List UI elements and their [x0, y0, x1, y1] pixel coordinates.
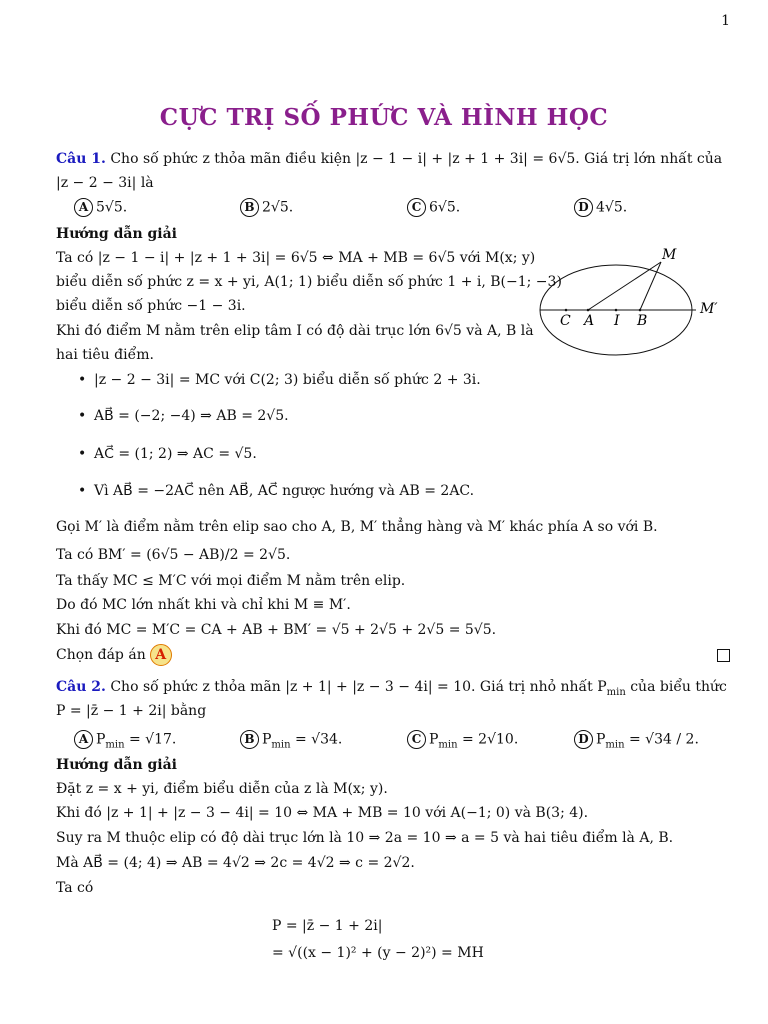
q1-after-line: Do đó MC lớn nhất khi và chỉ khi M ≡ M′. — [56, 597, 351, 613]
q2-line2: P = |z̄ − 1 + 2i| bằng — [56, 703, 207, 719]
choose-label: Chọn đáp án — [56, 647, 146, 663]
option-letter: A — [74, 730, 93, 749]
q1-label: Câu 1. — [56, 151, 106, 167]
ellipse-figure — [536, 243, 736, 363]
q1-after-line: Ta có BM′ = (6√5 − AB)/2 = 2√5. — [56, 547, 291, 563]
point-b — [639, 309, 642, 312]
q1-option-c[interactable] — [407, 198, 460, 217]
q2-option-c[interactable] — [407, 730, 518, 750]
q2-math-line: P = |z̄ − 1 + 2i| — [272, 918, 383, 934]
label-m-prime: M′ — [700, 301, 718, 317]
q2-sol-line: Khi đó |z + 1| + |z − 3 − 4i| = 10 ⇔ MA + MB = 10 với A(−1; 0) và B(3; 4). — [56, 805, 589, 821]
option-text: 2√5. — [262, 199, 294, 216]
q1-option-b[interactable] — [240, 198, 293, 217]
answer-badge: A — [150, 644, 172, 666]
option-text: P — [96, 731, 106, 748]
option-text: P — [262, 731, 272, 748]
page-number: 1 — [721, 13, 730, 29]
q1-line1 — [56, 149, 722, 169]
q1-option-a[interactable] — [74, 198, 127, 217]
page-title: CỰC TRỊ SỐ PHỨC VÀ HÌNH HỌC — [159, 104, 609, 131]
q1-text-1: Cho số phức z thỏa mãn điều kiện |z − 1 − i| + |z + 1 + 3i| = 6√5. Giá trị lớn nhất của — [110, 151, 723, 167]
option-text: 6√5. — [429, 199, 461, 216]
option-rest: = √34 / 2. — [624, 731, 699, 748]
q2-option-a[interactable] — [74, 730, 176, 750]
q2-option-b[interactable] — [240, 730, 342, 750]
q1-sol-line: Khi đó điểm M nằm trên elip tâm I có độ dài trục lớn 6√5 và A, B là — [56, 323, 534, 339]
q1-after-line: Gọi M′ là điểm nằm trên elip sao cho A, B, M′ thẳng hàng và M′ khác phía A so với B. — [56, 519, 658, 535]
q2-guide-heading: Hướng dẫn giải — [56, 757, 177, 773]
q2-sol-line: Suy ra M thuộc elip có độ dài trục lớn là 10 ⇒ 2a = 10 ⇒ a = 5 và hai tiêu điểm là A, B. — [56, 830, 674, 846]
q1-bullet: • AB⃗ = (−2; −4) ⇒ AB = 2√5. — [94, 406, 289, 426]
label-a: A — [584, 313, 595, 329]
q2-sol-line: Ta có — [56, 880, 94, 896]
option-letter: B — [240, 198, 259, 217]
q2-text-1-end: của biểu thức — [630, 679, 727, 695]
q1-sol-line: Ta có |z − 1 − i| + |z + 1 + 3i| = 6√5 ⇔ MA + MB = 6√5 với M(x; y) — [56, 250, 536, 266]
q2-label: Câu 2. — [56, 679, 106, 695]
option-letter: C — [407, 730, 426, 749]
q1-line2: |z − 2 − 3i| là — [56, 175, 154, 191]
option-text: 5√5. — [96, 199, 128, 216]
option-sub: min — [105, 739, 125, 751]
point-a — [587, 309, 590, 312]
option-text: P — [596, 731, 606, 748]
q1-bullet: • Vì AB⃗ = −2AC⃗ nên AB⃗, AC⃗ ngược hướng và AB = 2AC. — [94, 481, 474, 501]
label-i: I — [614, 313, 620, 329]
q1-bullet: • |z − 2 − 3i| = MC với C(2; 3) biểu diễn số phức 2 + 3i. — [94, 370, 481, 390]
q1-sol-line: hai tiêu điểm. — [56, 347, 154, 363]
q2-option-d[interactable] — [574, 730, 699, 750]
point-i — [615, 309, 618, 312]
option-letter: D — [574, 198, 593, 217]
option-sub: min — [438, 739, 458, 751]
option-text: 4√5. — [596, 199, 628, 216]
option-rest: = √17. — [124, 731, 177, 748]
option-letter: D — [574, 730, 593, 749]
q1-bullet: • AC⃗ = (1; 2) ⇒ AC = √5. — [94, 444, 257, 464]
option-letter: A — [74, 198, 93, 217]
q2-math-line: = √((x − 1)² + (y − 2)²) = MH — [272, 945, 484, 961]
option-text: P — [429, 731, 439, 748]
label-m: M — [662, 247, 677, 263]
q1-choose-line — [56, 644, 172, 666]
label-c: C — [560, 313, 571, 329]
q1-sol-line: biểu diễn số phức z = x + yi, A(1; 1) biểu diễn số phức 1 + i, B(−1; −3) — [56, 274, 562, 290]
label-b: B — [637, 313, 648, 329]
q1-sol-line: biểu diễn số phức −1 − 3i. — [56, 298, 246, 314]
option-letter: C — [407, 198, 426, 217]
q2-line1 — [56, 677, 727, 703]
option-rest: = √34. — [290, 731, 343, 748]
q1-after-line: Khi đó MC = M′C = CA + AB + BM′ = √5 + 2√5 + 2√5 = 5√5. — [56, 622, 497, 638]
q2-sub: min — [606, 686, 626, 698]
q2-sol-line: Đặt z = x + yi, điểm biểu diễn của z là M(x; y). — [56, 781, 388, 797]
option-sub: min — [605, 739, 625, 751]
option-rest: = 2√10. — [457, 731, 519, 748]
option-sub: min — [271, 739, 291, 751]
point-c — [565, 309, 568, 312]
qed-square — [717, 649, 730, 662]
q1-after-line: Ta thấy MC ≤ M′C với mọi điểm M nằm trên elip. — [56, 573, 406, 589]
q1-option-d[interactable] — [574, 198, 627, 217]
q2-text-1: Cho số phức z thỏa mãn |z + 1| + |z − 3 − 4i| = 10. Giá trị nhỏ nhất P — [110, 679, 607, 695]
option-letter: B — [240, 730, 259, 749]
q2-sol-line: Mà AB⃗ = (4; 4) ⇒ AB = 4√2 ⇒ 2c = 4√2 ⇒ c = 2√2. — [56, 855, 415, 871]
q1-guide-heading: Hướng dẫn giải — [56, 226, 177, 242]
